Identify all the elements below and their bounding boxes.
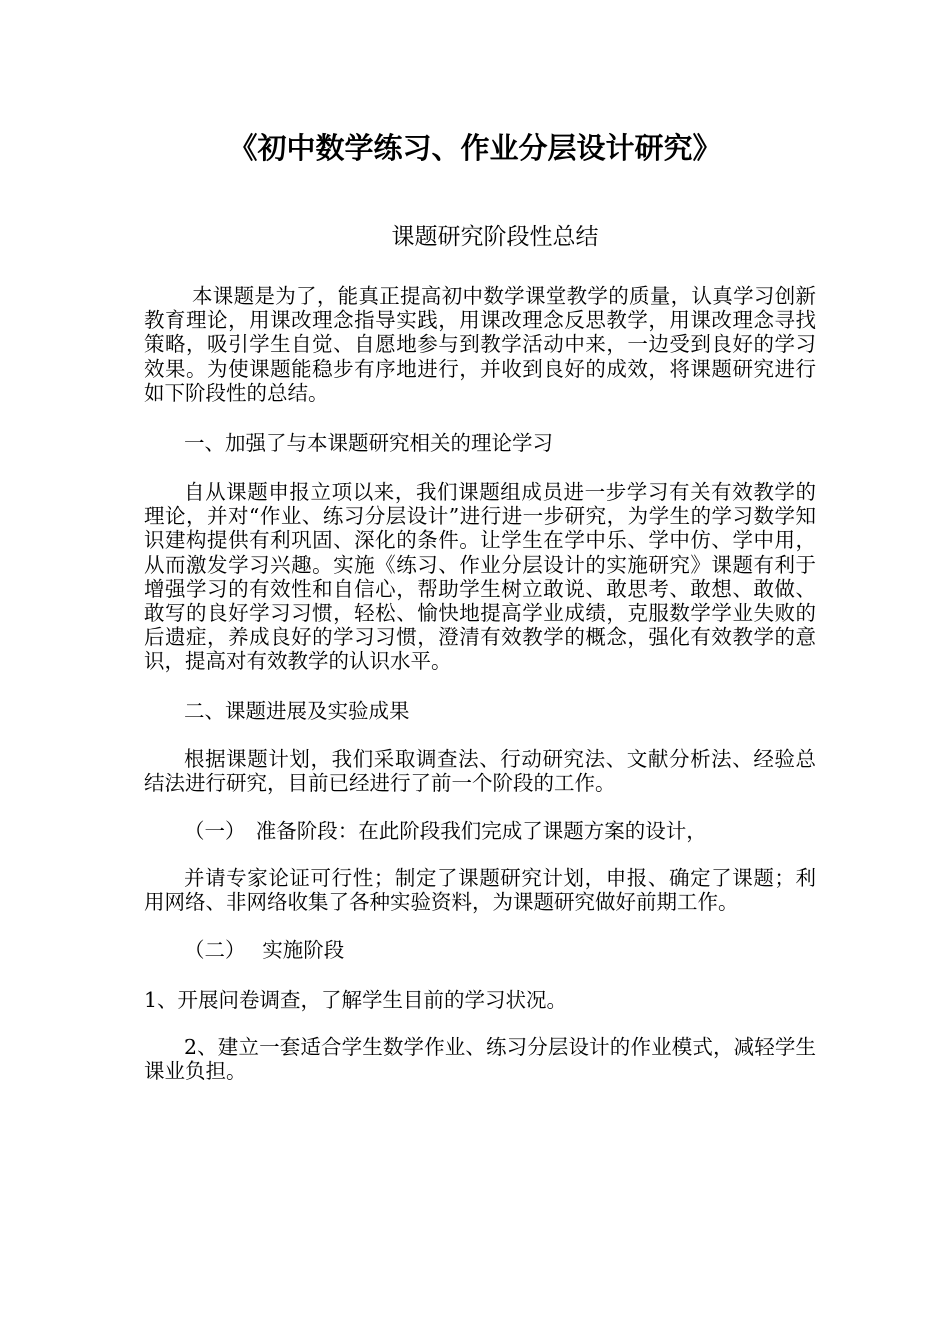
list-item-2: 2、建立一套适合学生数学作业、练习分层设计的作业模式，减轻学生课业负担。 bbox=[144, 1035, 816, 1084]
section-1-paragraph: 自从课题申报立项以来，我们课题组成员进一步学习有关有效教学的理论，并对“作业、练习分层设计”进行进一步研究，为学生的学习数学知识建构提供有利巩固、深化的条件。让学生在学中乐、学中仿、学中用，从而激发学习兴趣。实施《练习、作业分层设计的实施研究》课题有利于增强学习的有效性和自信心，帮助学生树立敢说、敢思考、敢想、敢做、敢写的良好学习习惯，轻松、愉快地提高学业成绩，克服数学学业失败的后遗症，养成良好的学习习惯，澄清有效教学的概念，强化有效教学的意识，提高对有效教学的认识水平。 bbox=[144, 480, 816, 674]
intro-paragraph: 本课题是为了，能真正提高初中数学课堂教学的质量，认真学习创新教育理论，用课改理念指导实践，用课改理念反思教学，用课改理念寻找策略，吸引学生自觉、自愿地参与到教学活动中来，一边受到良好的学习效果。为使课题能稳步有序地进行，并收到良好的成效，将课题研究进行如下阶段性的总结。 bbox=[144, 284, 816, 405]
stage-2-heading: （二） 实施阶段 bbox=[184, 938, 345, 962]
stage-1-paragraph: 并请专家论证可行性；制定了课题研究计划，申报、确定了课题；利用网络、非网络收集了各种实验资料，为课题研究做好前期工作。 bbox=[144, 866, 816, 915]
stage-1-heading: （一） 准备阶段：在此阶段我们完成了课题方案的设计， bbox=[184, 819, 707, 843]
section-2-paragraph: 根据课题计划，我们采取调查法、行动研究法、文献分析法、经验总结法进行研究，目前已经进行了前一个阶段的工作。 bbox=[144, 747, 816, 796]
section-1-heading: 一、加强了与本课题研究相关的理论学习 bbox=[184, 431, 553, 455]
section-2-heading: 二、课题进展及实验成果 bbox=[184, 699, 410, 723]
document-title: 《初中数学练习、作业分层设计研究》 bbox=[228, 131, 722, 165]
list-item-1: 1、开展问卷调查，了解学生目前的学习状况。 bbox=[144, 988, 568, 1012]
document-subtitle: 课题研究阶段性总结 bbox=[391, 224, 599, 250]
